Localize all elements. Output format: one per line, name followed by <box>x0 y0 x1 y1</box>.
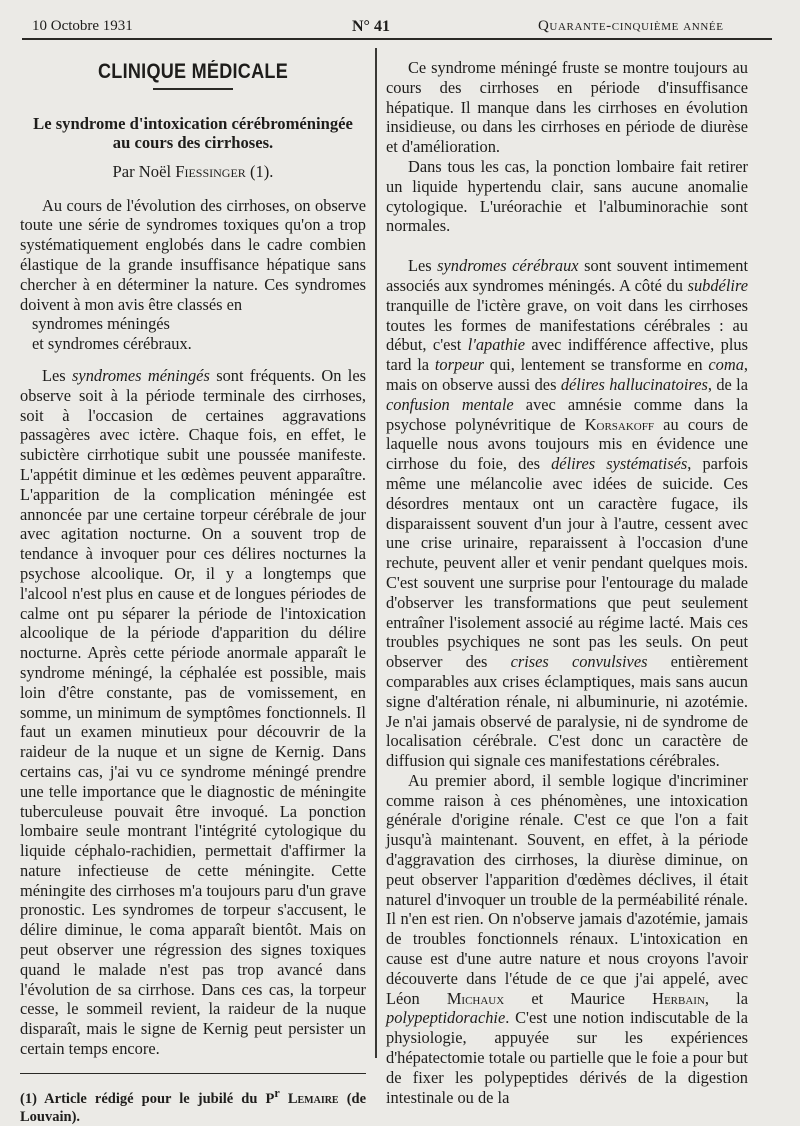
section-title: CLINIQUE MÉDICALE <box>97 60 289 83</box>
emphasis: coma <box>708 355 744 375</box>
emphasis: l'apathie <box>467 335 526 355</box>
paragraph-intoxication <box>386 771 748 1108</box>
footnote-ref: (1). <box>249 161 274 181</box>
text-run: entièrement comparables aux crises éclamptiques, mais sans aucun signe d'altération rénale, ni albuminurie, ni azotémie. Je n'ai jamais observé de paralysie, ni de syndrome de localisation cérébrale. C'est donc un caractère de diffusion qui signale ces manifestations cérébrales. <box>386 652 748 771</box>
issue-number: N° 41 <box>352 18 390 35</box>
footnote-text-end: (de Louvain). <box>20 1091 367 1126</box>
paragraph-cerebral-syndromes <box>386 256 748 771</box>
proper-name: Korsakoff <box>584 414 654 434</box>
left-column <box>20 58 366 1126</box>
footnote <box>20 1084 366 1126</box>
paragraph-intro: Au cours de l'évolution des cirrhoses, on observe toute une série de syndromes toxiques qu'on a trop systématiquement englobés dans le cadre combien élastique de la grande insuffisance hépatique sans chercher à en déterminer la nature. Ces syndromes doivent à mon avis être classés en <box>20 195 366 314</box>
text-run: sont souvent intimement associés aux syndromes méningés. A côté du <box>386 256 749 295</box>
text-run: et Maurice <box>504 988 653 1008</box>
emphasis: syndromes méningés <box>72 365 210 385</box>
emphasis: délires systématisés <box>551 454 688 474</box>
text-run: avec amnésie comme dans la psychose polynévritique de <box>386 394 748 434</box>
footnote-rule <box>20 1073 366 1075</box>
proper-name: Michaux <box>446 988 505 1008</box>
text-run: Les <box>42 365 73 385</box>
emphasis: torpeur <box>434 355 485 375</box>
issue-date: 10 Octobre 1931 <box>32 18 133 34</box>
emphasis: délires hallucinatoires <box>560 374 708 394</box>
text-run: Les <box>408 256 438 276</box>
text-run: avec indifférence affective, plus tard la <box>386 335 748 375</box>
text-run: Au premier abord, il semble logique d'incriminer comme raison à ces phénomènes, une intoxication générale d'origine rénale. C'est ce que l'on a fait jusqu'à maintenant. Souvent, en effet, à la période d'aggravation des cirrhoses, la diurèse diminue, on peut observer l'apparition d'œdèmes déclives, il était naturel d'invoquer un trouble de la perméabilité rénale. Il n'en est rien. On n'observe jamais d'azotémie, jamais de troubles fonctionnels rénaux. L'intoxication en cause est d'une autre nature et nous croyons l'avoir découverte dans l'étude de ce que j'ai appelé, avec Léon <box>386 770 748 1008</box>
volume-year: Quarante-cinquième année <box>538 18 724 34</box>
footnote-text: (1) Article rédigé pour le jubilé du P <box>20 1091 275 1108</box>
title-rule <box>153 88 233 90</box>
article-title <box>20 114 366 152</box>
header-rule <box>22 38 772 40</box>
footnote-sup: r <box>274 1086 280 1101</box>
article-title-line-2: au cours des cirrhoses. <box>112 132 274 152</box>
text-run: qui, lentement se transforme en <box>484 355 709 375</box>
emphasis: syndromes cérébraux <box>437 256 579 276</box>
text-run: sont fréquents. On les observe soit à la période terminale des cirrhoses, soit à l'occasion de certaines aggravations passagères avec ictère. Chaque fois, en effet, le subictère cirrhotique subit une poussée manifeste. L'appétit diminue et les œdèmes peuvent apparaître. L'apparition de la complication méningée est annoncée par une certaine torpeur cérébrale de jour avec agitation nocturne. On a souvent trop de tendance à invoquer pour ces délires nocturnes la psychose alcoolique. Or, il y a longtemps que l'alcool n'est plus en cause et de longues périodes de calme ont pu séparer la période de l'intoxication alcoolique de la période d'apparition du délire nocturne. Après cette période anormale apparaît le syndrome méningé, la céphalée est possible, mais loin d'être constante, pas de vomissement, en somme, un minimum de symptômes fonctionnels. Il faut un examen minutieux pour découvrir de la raideur de la nuque et un signe de Kernig. Dans certains cas, j'ai vu ce syndrome méningé prendre une telle importance que le diagnostic de méningite tuberculeuse pouvait être invoqué. La ponction lombaire seule montrant l'intégrité cytologique du liquide céphalo-rachidien, permettait d'affirmer la nature infectieuse de cette méningite. Cette méningite des cirrhoses m'a toujours paru d'un grave pronostic. Les syndromes de torpeur s'accusent, le délire diminue, le coma apparaît bientôt. Mais on peut observer une régression des signes toxiques quand le malade n'est pas trop avancé dans l'évolution de sa cirrhose. Dans ces cas, la torpeur cesse, le sommeil revient, la raideur de la nuque disparaît, mais le signe de Kernig peut persister un certain temps encore. <box>20 365 366 1059</box>
running-header <box>0 14 800 40</box>
column-divider <box>375 48 377 1058</box>
byline-prefix: Par Noël <box>112 161 172 181</box>
proper-name: Herbain <box>652 988 705 1008</box>
emphasis: crises convulsives <box>510 652 648 672</box>
paragraph-fruste: Ce syndrome méningé fruste se montre toujours au cours des cirrhoses en période d'insuffisance hépatique. Il manque dans les cirrhoses en évolution insidieuse, ou dans les cirrhoses en période de diurèse et d'amélioration. <box>386 58 748 157</box>
text-run: , mais on observe aussi des <box>386 355 749 394</box>
paragraph-meningeal-syndromes <box>20 366 366 1059</box>
text-run: au cours de laquelle nous avons toujours mis en évidence une cirrhose du foie, des <box>386 414 748 474</box>
text-run: , la <box>704 988 748 1008</box>
text-run: , parfois même une mélancolie avec idées de suicide. Ces désordres mentaux ont un caractère fugace, ils disparaissent souvent d'un jour à l'autre, cessent avec une crise urinaire, reparaissent à l'occasion d'une rechute, peuvent aller et venir pendant quelques mois. C'est souvent une surprise pour l'entourage du malade d'observer les transformations que peut seulement entraîner l'isolement associé au régime lacté. Mais ces troubles psychiques ne sont pas les seuls. On peut observer des <box>386 454 748 672</box>
footnote-name: Lemaire <box>287 1091 339 1108</box>
article-title-line-1: Le syndrome d'intoxication cérébroméningée <box>33 113 353 133</box>
emphasis: polypeptidorachie <box>386 1008 506 1028</box>
text-run: tranquille de l'ictère grave, on voit dans les cirrhoses toutes les formes de manifestations cérébrales : au début, c'est <box>386 295 748 355</box>
text-run: , de la <box>707 374 748 394</box>
emphasis: subdélire <box>687 275 748 295</box>
author-name: Fiessinger <box>175 161 246 181</box>
paragraph-ponction: Dans tous les cas, la ponction lombaire fait retirer un liquide hypertendu clair, sans aucune anomalie cytologique. L'uréorachie et l'albuminorachie sont normales. <box>386 156 748 236</box>
right-column <box>386 58 748 1107</box>
emphasis: confusion mentale <box>386 394 514 414</box>
text-run: . C'est une notion indiscutable de la physiologie, appuyée sur les expériences d'hépatectomie totale ou partielle que le foie a pour but de fixer les polypeptides dérivés de la digestion intestinale ou de la <box>386 1008 748 1107</box>
list-item-cerebral: et syndromes cérébraux. <box>32 334 192 354</box>
byline <box>20 162 366 182</box>
list-item-meninges: syndromes méningés <box>32 314 170 334</box>
